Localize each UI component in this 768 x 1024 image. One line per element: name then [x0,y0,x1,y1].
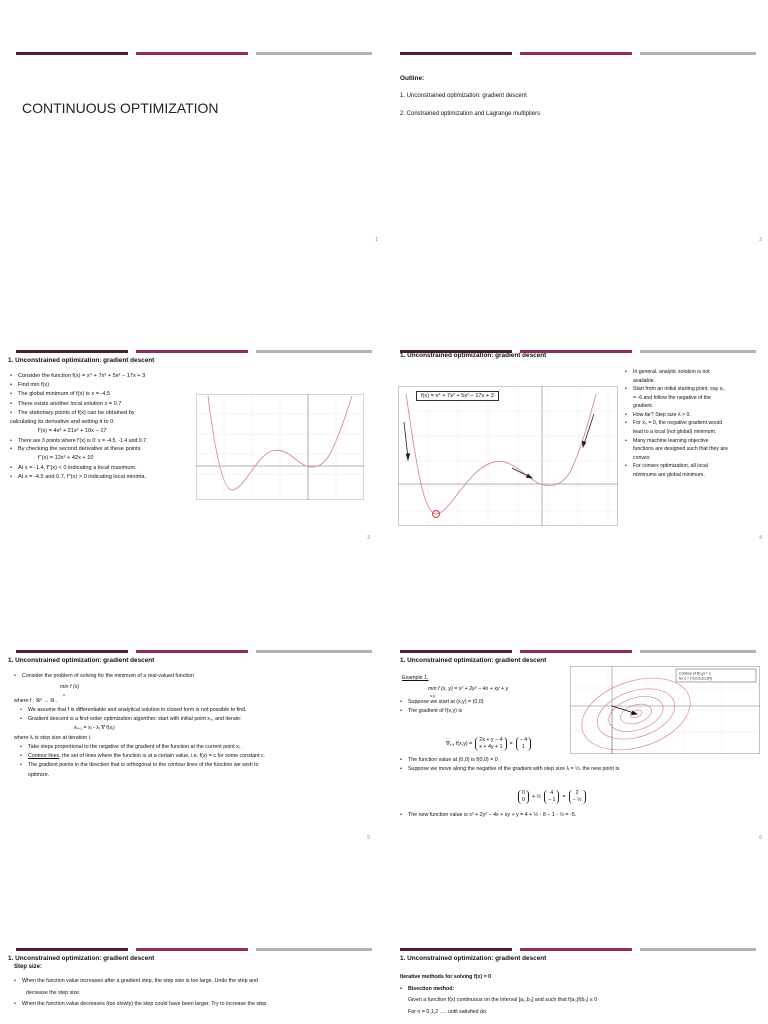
outline-heading: Outline: [400,75,425,82]
text-line: functions are designed such that they are [633,446,728,453]
text-line: • Many machine learning objective [625,437,764,446]
slide-title: 1. Unconstrained optimization: gradient descent [8,357,155,364]
gradient-lhs: ∇ₓ,ᵧ f(x,y) = [446,740,473,747]
text-line: • For convex optimization, all local [625,462,764,471]
page-number: 6 [759,835,762,841]
page-number: 4 [759,535,762,541]
slide-body [625,368,764,480]
text-line: • Start from an initial starting point, say x₀ [625,385,764,394]
matrix-row: 2x + y − 4 [479,737,503,743]
text-line: • Find min f(x) [10,381,200,390]
outline-item-1: 1. Unconstrained optimization: gradient descent [400,93,527,99]
slide-4 [392,350,764,545]
vector-entry: 0 [522,790,525,796]
point-vector [518,790,529,804]
slide-body [14,976,370,1011]
vector-entry: − 1 [547,796,556,803]
formula [14,681,370,696]
formula-box: f(x) = x⁴ + 7x³ + 5x² − 17x + 3 [416,391,499,401]
vector-entry: 4 [550,790,554,796]
vector-entry: 2 [575,790,579,796]
outline-item-2: 2. Constrained optimization and Lagrange multipliers [400,111,541,117]
text-line: where λᵢ is step size at iteration i. [14,734,92,741]
text-line: decrease the step size. [26,989,81,996]
legend-line: Contour of f(x,y) = c [679,671,711,676]
new-point-equation [518,790,586,804]
slide-body [400,972,760,1019]
example-label: Example 1. [402,675,429,681]
text-line: convex. [633,454,651,461]
gradient-equation [446,737,531,751]
text-line: • The new function value is x² + 2y² − 4x + xy + y = 4 + ½ - 8 − 1 - ½ = -5. [400,811,764,820]
gradient-vector [516,737,532,751]
contour-plot [570,666,760,754]
text-line: • The stationary points of f(x) can be obtained by [10,409,200,418]
text-line: • There exists another local solution x = 0.7 [10,400,200,409]
slide-body-lower [400,756,764,774]
function-plot [196,394,364,500]
text-line: calculating its derivative and setting it to 0: [10,419,115,426]
page-number: 5 [367,835,370,841]
slide-title: 1. Unconstrained optimization: gradient descent [8,657,155,664]
slide-title: 1. Unconstrained optimization: gradient descent [8,955,155,962]
page-number: 2 [759,237,762,243]
formula: xᵢ₊₁ = xᵢ - λᵢ ∇ f(xᵢ) [74,725,115,732]
slide-6 [392,650,764,845]
text-line: • We assume that f is differentiable and analytical solution in closed form is not possible to find. [20,706,370,715]
text-line: • Gradient descent is a first-order optimization algorithm: start with initial point x₀, and iterate: [20,715,370,724]
text-line: • There are 3 points where f'(x) is 0: x = -4.5, -1.4 and 0.7. [10,437,200,446]
slide-1 [8,52,380,247]
text-line: available. [633,377,655,384]
text-line: • Consider the function f(x) = x⁴ + 7x³ + 5x² − 17x + 3 [10,372,200,381]
slide-header-bar [16,948,372,951]
matrix-row: x + 4y + 1 [479,743,503,750]
page-number: 3 [367,535,370,541]
text-line: • The gradient of f(x,y) is [400,707,660,716]
formula-min: min f (x) [60,684,80,691]
page-number: 1 [375,237,378,243]
slide-3 [0,350,372,545]
text-line: lead to a local (not global) minimum. [633,429,717,436]
point-vector [544,790,560,804]
text-line [20,752,370,761]
text-line: • Consider the problem of solving for the minimum of a real-valued function [14,672,370,681]
text-line: • At x = -4.5 and 0.7, f''(x) > 0 indicating local minima. [10,473,200,482]
formula: f'(x) = 4x³ + 21x² + 10x − 17 [38,428,107,435]
text-line: • The gradient points in the direction that is orthogonal to the contour lines of the function we wish to [20,761,370,770]
slide-title: 1. Unconstrained optimization: gradient descent [400,352,547,359]
text-line: • At x = -1.4, f''(x) < 0 indicating a local maximum. [10,464,200,473]
slide-title: 1. Unconstrained optimization: gradient descent [400,955,547,962]
slide-header-bar [16,52,372,55]
text-line: • How far? Step size λ > 0. [625,411,764,420]
text-line: • By checking the second derivative at these points [10,445,200,454]
formula-min: min f (x, y) = x² + 2y² − 4x + xy + y [428,686,509,692]
equals-sign: = [509,740,513,747]
slide-title: CONTINUOUS OPTIMIZATION [22,100,219,116]
formula: f''(x) = 12x² + 42x + 10 [38,455,94,462]
text-line: Iterative methods for solving f(x) = 0 [400,974,492,980]
slide-header-bar [400,52,756,55]
text-line: • When the function value increases after a gradient step, the step size is too large. Undo the step and [14,976,370,988]
text-line: optimize. [28,771,50,778]
slide-7 [0,948,372,1024]
text-line: • Bisection method: [400,984,760,996]
vector-entry: − ½ [572,796,582,803]
slide-subtitle: Step size: [14,964,43,970]
gradient-plot [398,386,618,526]
slide-2 [392,52,764,247]
text-line: • For x₀ = 0, the negative gradient would [625,419,764,428]
slide-header-bar [400,650,756,653]
point-vector [569,790,586,804]
vector-entry: 1 [521,743,525,750]
text-line: • In general, analytic solution is not [625,368,764,377]
text-line: where f : ℝᵈ → ℝ . [14,697,58,704]
equals-sign: = [562,793,566,800]
slide-body [10,372,200,482]
text-line: • The function value at (0,0) is f(0,0) = 0 [400,756,764,765]
vector-entry: − 4 [519,737,528,743]
text-line: • Take steps proportional to the negative of the gradient of the function at the current point xᵢ . [20,743,370,752]
slide-5 [0,650,372,845]
slide-title: 1. Unconstrained optimization: gradient descent [400,657,547,664]
slide-header-bar [16,350,372,353]
slide-body-final [400,811,764,820]
slide-8 [392,948,764,1024]
legend-line: for c = {-5,0,5,10,20} [679,676,712,681]
plus-half: + ½ [531,793,541,800]
text-line: • The global minimum of f(x) is x = -4.5 [10,390,200,399]
text-line: minimums are global minimum. [633,471,705,478]
text-line: • Suppose we start at (x,y) = (0,0) [400,698,660,707]
text-line: • Suppose we move along the negative of the gradient with step size λ = ½, the new point is [400,765,764,774]
slide-header-bar [400,948,756,951]
slide-body [14,672,370,780]
text-line: gradient. [633,403,654,410]
text-line: = -6 and follow the negative of the [633,394,712,401]
vector-entry: 0 [522,796,525,803]
text-line: For n = 0,1,2 …. until satisfied do: [408,1008,488,1015]
slide-header-bar [16,650,372,653]
formula-min-sub: x [63,691,65,697]
underlined-term: Contour lines [28,753,60,760]
formula-min-sub: x,y [430,693,436,698]
gradient-matrix [475,737,506,751]
text-fragment: : the set of lines where the function is at a certain value, i.e. f(x) = c for some constant c. [59,753,266,760]
text-line: Given a function f(x) continuous on the interval [a₀,b₀] and such that f(a₀)f(b₀) ≤ 0 [408,997,598,1004]
text-line: • When the function value decreases (too slowly) the step could have been larger. Try to increase the step [14,999,370,1011]
